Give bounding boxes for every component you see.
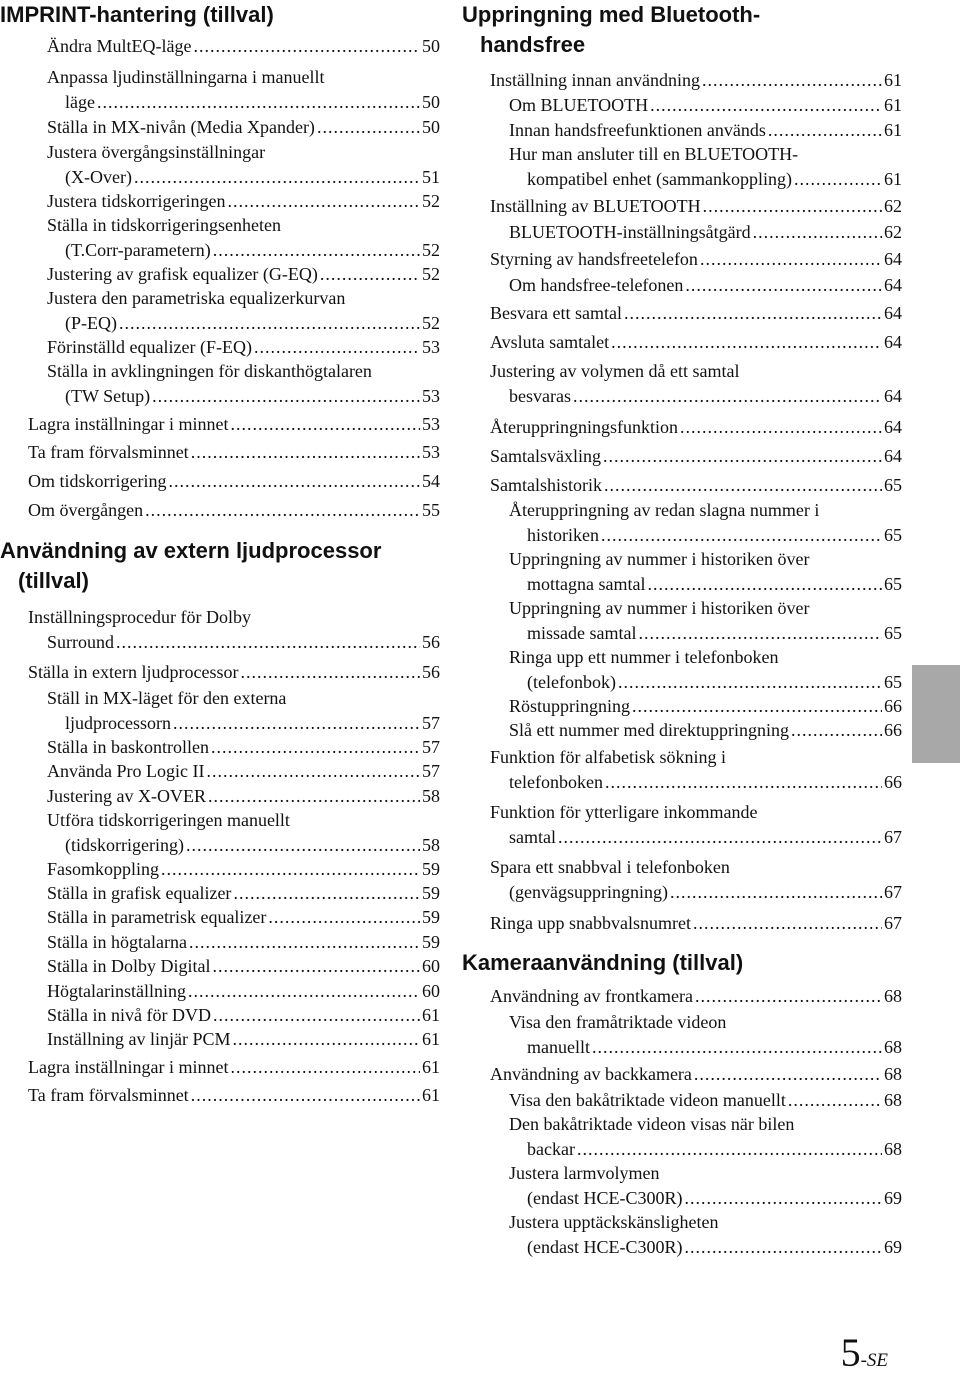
toc-entry-title: Anpassa ljudinställningarna i manuellt	[47, 67, 325, 87]
toc-entry-title: (genvägsuppringning)	[509, 881, 668, 902]
toc-entry-title: Den bakåtriktade videon visas när bilen	[509, 1114, 795, 1134]
toc-entry-title: Avsluta samtalet	[490, 332, 610, 352]
toc-entry[interactable]	[0, 735, 440, 760]
toc-entry[interactable]	[462, 273, 902, 298]
toc-entry-title: Ställa in parametrisk equalizer	[47, 907, 267, 927]
toc-leader-dots	[119, 311, 420, 336]
toc-entry-title: Ringa upp ett nummer i telefonboken	[509, 647, 779, 667]
toc-entry-page: 67	[884, 826, 902, 847]
toc-entry[interactable]	[462, 68, 902, 93]
toc-entry[interactable]	[0, 115, 440, 140]
toc-entry[interactable]	[0, 1003, 440, 1028]
toc-entry-page: 68	[884, 1064, 902, 1084]
toc-entry[interactable]	[462, 301, 902, 326]
toc-entry[interactable]	[0, 140, 440, 189]
toc-entry-page: 66	[884, 771, 902, 792]
toc-entry-title: Visa den bakåtriktade videon manuellt	[509, 1090, 786, 1110]
toc-entry-page: 53	[422, 414, 440, 434]
toc-leader-dots	[213, 1003, 420, 1028]
toc-entry-page: 68	[884, 986, 902, 1006]
toc-leader-dots	[592, 1035, 882, 1060]
toc-entry[interactable]	[462, 444, 902, 469]
toc-entry[interactable]	[0, 286, 440, 335]
toc-leader-dots	[213, 954, 421, 979]
section-thumb-tab	[912, 665, 960, 763]
toc-entry[interactable]	[0, 605, 440, 654]
toc-leader-dots	[173, 711, 420, 736]
toc-entry[interactable]	[0, 469, 440, 494]
toc-entry[interactable]	[462, 984, 902, 1009]
toc-entry[interactable]	[0, 262, 440, 287]
toc-entry-title: Om övergången	[28, 500, 144, 520]
toc-entry-page: 50	[422, 91, 440, 112]
toc-entry-title: Justera övergångsinställningar	[47, 142, 266, 162]
toc-leader-dots	[695, 984, 882, 1009]
toc-entry-title: missade samtal	[527, 622, 637, 643]
toc-leader-dots	[145, 498, 420, 523]
toc-leader-dots	[603, 444, 882, 469]
toc-leader-dots	[188, 979, 420, 1004]
toc-entry-page: 56	[422, 662, 440, 682]
toc-leader-dots	[186, 833, 420, 858]
section-heading	[462, 0, 902, 60]
toc-entry-page: 61	[884, 95, 902, 115]
toc-entry-page: 61	[422, 1029, 440, 1049]
toc-entry-page: 61	[884, 70, 902, 90]
toc-entry-page: 64	[884, 332, 902, 352]
toc-leader-dots	[700, 247, 882, 272]
toc-entry-title: BLUETOOTH-inställningsåtgärd	[509, 222, 751, 242]
toc-entry[interactable]	[462, 194, 902, 219]
toc-entry-page: 65	[884, 671, 902, 692]
toc-leader-dots	[632, 694, 882, 719]
toc-entry[interactable]	[462, 1112, 902, 1161]
toc-entry-title: (endast HCE-C300R)	[527, 1236, 683, 1257]
toc-leader-dots	[605, 770, 882, 795]
toc-entry-title: Om tidskorrigering	[28, 471, 167, 491]
toc-entry[interactable]	[462, 1210, 902, 1259]
toc-leader-dots	[317, 115, 420, 140]
toc-entry-title: historiken	[527, 524, 599, 545]
section-heading-line: Uppringning med Bluetooth-	[462, 2, 761, 27]
toc-entry-title: Inställningsprocedur för Dolby	[28, 607, 251, 627]
toc-entry-title: (T.Corr-parametern)	[65, 239, 211, 260]
toc-entry[interactable]	[462, 911, 902, 936]
toc-entry[interactable]	[0, 686, 440, 735]
toc-entry-page: 60	[422, 981, 440, 1001]
toc-entry-page: 67	[884, 881, 902, 902]
toc-leader-dots	[694, 1062, 882, 1087]
toc-entry[interactable]	[0, 660, 440, 685]
toc-leader-dots	[624, 301, 882, 326]
toc-entry-title: Spara ett snabbval i telefonboken	[490, 857, 730, 877]
toc-entry[interactable]	[0, 34, 440, 59]
toc-entry-page: 64	[884, 417, 902, 437]
toc-entry[interactable]	[462, 800, 902, 849]
toc-entry-title: samtal	[509, 826, 556, 847]
toc-entry-title: Ställa in extern ljudprocessor	[28, 662, 239, 682]
toc-entry-page: 53	[422, 385, 440, 406]
toc-leader-dots	[703, 194, 882, 219]
section-heading	[0, 0, 440, 30]
section-heading	[0, 536, 440, 596]
toc-leader-dots	[680, 415, 882, 440]
toc-entry-page: 57	[422, 712, 440, 733]
toc-entry-title: mottagna samtal	[527, 573, 646, 594]
toc-leader-dots	[191, 1083, 420, 1108]
toc-entry-page: 59	[422, 859, 440, 879]
toc-entry-title: Lagra inställningar i minnet	[28, 1057, 229, 1077]
toc-entry-title: Ställ in MX-läget för den externa	[47, 688, 287, 708]
toc-entry-title: (P-EQ)	[65, 312, 117, 333]
toc-entry-title: Styrning av handsfreetelefon	[490, 249, 698, 269]
toc-entry[interactable]	[462, 498, 902, 547]
toc-entry-title: Ställa in tidskorrigeringsenheten	[47, 215, 281, 235]
toc-entry[interactable]	[0, 65, 440, 114]
toc-entry-page: 59	[422, 883, 440, 903]
toc-leader-dots	[753, 220, 882, 245]
toc-entry[interactable]	[0, 881, 440, 906]
toc-entry[interactable]	[462, 855, 902, 904]
toc-leader-dots	[233, 1027, 421, 1052]
page-number	[841, 1329, 888, 1385]
toc-entry-title: Inställning av BLUETOOTH	[490, 196, 701, 216]
toc-entry-page: 61	[884, 120, 902, 140]
toc-entry-page: 68	[884, 1036, 902, 1057]
toc-entry-title: Ställa in högtalarna	[47, 932, 187, 952]
toc-entry[interactable]	[462, 596, 902, 645]
toc-entry-page: 50	[422, 36, 440, 56]
toc-leader-dots	[693, 911, 882, 936]
toc-leader-dots	[684, 1235, 882, 1260]
toc-entry[interactable]	[0, 905, 440, 930]
toc-entry[interactable]	[0, 954, 440, 979]
toc-entry-title: Justera tidskorrigeringen	[47, 191, 226, 211]
toc-entry-title: Om BLUETOOTH	[509, 95, 649, 115]
toc-entry-page: 58	[422, 786, 440, 806]
toc-entry-title: Använda Pro Logic II	[47, 761, 205, 781]
toc-leader-dots	[189, 930, 420, 955]
toc-entry-title: Justering av X-OVER	[47, 786, 206, 806]
toc-entry-page: 56	[422, 631, 440, 652]
toc-entry-title: Ställa in nivå för DVD	[47, 1005, 211, 1025]
toc-entry-title: Slå ett nummer med direktuppringning	[509, 720, 789, 740]
toc-entry-title: Ställa in Dolby Digital	[47, 956, 211, 976]
toc-entry[interactable]	[0, 759, 440, 784]
toc-entry[interactable]	[0, 784, 440, 809]
toc-entry-page: 62	[884, 196, 902, 216]
toc-entry[interactable]	[0, 335, 440, 360]
toc-entry-title: Användning av frontkamera	[490, 986, 693, 1006]
toc-entry-title: telefonboken	[509, 771, 603, 792]
toc-entry-title: Ändra MultEQ-läge	[47, 36, 192, 56]
toc-leader-dots	[794, 167, 882, 192]
toc-leader-dots	[702, 68, 882, 93]
toc-entry-title: Förinställd equalizer (F-EQ)	[47, 337, 252, 357]
toc-entry[interactable]	[462, 93, 902, 118]
toc-entry[interactable]	[0, 857, 440, 882]
toc-leader-dots	[618, 670, 882, 695]
toc-entry-page: 68	[884, 1138, 902, 1159]
toc-entry-page: 66	[884, 720, 902, 740]
toc-leader-dots	[213, 238, 420, 263]
toc-leader-dots	[573, 384, 882, 409]
toc-leader-dots	[685, 273, 882, 298]
toc-entry[interactable]	[0, 440, 440, 465]
toc-entry-title: Justering av volymen då ett samtal	[490, 361, 740, 381]
toc-entry-page: 61	[884, 168, 902, 189]
toc-entry[interactable]	[0, 979, 440, 1004]
toc-entry-title: Hur man ansluter till en BLUETOOTH-	[509, 144, 799, 164]
toc-entry-title: (telefonbok)	[527, 671, 616, 692]
toc-entry-title: manuellt	[527, 1036, 590, 1057]
toc-entry-title: Besvara ett samtal	[490, 303, 622, 323]
toc-entry-title: Ringa upp snabbvalsnumret	[490, 913, 691, 933]
toc-leader-dots	[208, 784, 420, 809]
toc-leader-dots	[206, 759, 420, 784]
toc-leader-dots	[791, 718, 882, 743]
toc-entry-title: Samtalsväxling	[490, 446, 601, 466]
toc-entry[interactable]	[0, 412, 440, 437]
toc-entry-title: Lagra inställningar i minnet	[28, 414, 229, 434]
toc-entry-title: kompatibel enhet (sammankoppling)	[527, 168, 792, 189]
toc-entry-page: 51	[422, 166, 440, 187]
toc-entry-title: Justering av grafisk equalizer (G-EQ)	[47, 264, 318, 284]
toc-leader-dots	[684, 1186, 882, 1211]
toc-entry-page: 64	[884, 249, 902, 269]
page-number-main: 5	[840, 1330, 861, 1375]
toc-entry-page: 64	[884, 385, 902, 406]
toc-entry-title: (endast HCE-C300R)	[527, 1187, 683, 1208]
toc-leader-dots	[230, 412, 420, 437]
toc-leader-dots	[211, 735, 420, 760]
toc-entry-page: 67	[884, 913, 902, 933]
toc-entry[interactable]	[0, 189, 440, 214]
toc-entry-page: 65	[884, 475, 902, 495]
toc-entry-title: Surround	[47, 631, 114, 652]
toc-entry-page: 64	[884, 446, 902, 466]
page-number-suffix: -SE	[860, 1350, 888, 1371]
toc-entry-page: 58	[422, 834, 440, 855]
toc-leader-dots	[191, 440, 420, 465]
toc-entry[interactable]	[0, 1083, 440, 1108]
toc-entry[interactable]	[462, 220, 902, 245]
toc-entry[interactable]	[462, 247, 902, 272]
toc-entry-title: Ta fram förvalsminnet	[28, 442, 189, 462]
toc-entry[interactable]	[462, 718, 902, 743]
toc-entry[interactable]	[0, 213, 440, 262]
toc-leader-dots	[168, 469, 420, 494]
toc-entry[interactable]	[0, 1027, 440, 1052]
toc-entry-title: Justera den parametriska equalizerkurvan	[47, 288, 346, 308]
toc-entry-page: 62	[884, 222, 902, 242]
toc-entry-title: Högtalarinställning	[47, 981, 186, 1001]
toc-entry-page: 52	[422, 239, 440, 260]
toc-leader-dots	[577, 1137, 882, 1162]
toc-entry-title: (X-Over)	[65, 166, 132, 187]
toc-leader-dots	[638, 621, 882, 646]
toc-leader-dots	[230, 1055, 420, 1080]
toc-entry-page: 55	[422, 500, 440, 520]
toc-leader-dots	[601, 523, 882, 548]
toc-leader-dots	[647, 572, 882, 597]
toc-entry-title: backar	[527, 1138, 575, 1159]
toc-leader-dots	[604, 473, 882, 498]
toc-leader-dots	[233, 881, 420, 906]
section-heading	[462, 948, 902, 978]
section-heading-line: Användning av extern ljudprocessor	[0, 538, 382, 563]
toc-leader-dots	[227, 189, 420, 214]
toc-entry-page: 52	[422, 264, 440, 284]
toc-leader-dots	[240, 660, 420, 685]
toc-entry-page: 50	[422, 117, 440, 137]
toc-entry-page: 57	[422, 737, 440, 757]
section-heading-line: Kameraanvändning (tillval)	[462, 950, 744, 975]
toc-entry[interactable]	[462, 330, 902, 355]
toc-leader-dots	[161, 857, 420, 882]
section-heading-line: IMPRINT-hantering (tillval)	[0, 2, 274, 27]
toc-entry-page: 52	[422, 312, 440, 333]
toc-entry[interactable]	[0, 930, 440, 955]
toc-entry[interactable]	[462, 118, 902, 143]
toc-leader-dots	[558, 825, 882, 850]
toc-entry[interactable]	[0, 808, 440, 857]
toc-entry[interactable]	[462, 1010, 902, 1059]
toc-entry-title: Fasomkoppling	[47, 859, 160, 879]
toc-entry[interactable]	[462, 415, 902, 440]
toc-entry-page: 59	[422, 932, 440, 952]
toc-entry-title: Återuppringning av redan slagna nummer i	[509, 500, 820, 520]
toc-entry[interactable]	[0, 1055, 440, 1080]
toc-entry-title: Återuppringningsfunktion	[490, 417, 678, 437]
toc-leader-dots	[134, 165, 420, 190]
toc-entry-title: Innan handsfreefunktionen används	[509, 120, 766, 140]
toc-entry-page: 61	[422, 1057, 440, 1077]
toc-entry-title: Ställa in baskontrollen	[47, 737, 209, 757]
section-heading-line: handsfree	[480, 32, 586, 57]
toc-entry-page: 60	[422, 956, 440, 976]
toc-leader-dots	[768, 118, 882, 143]
toc-entry[interactable]	[462, 694, 902, 719]
toc-entry-page: 61	[422, 1085, 440, 1105]
toc-leader-dots	[320, 262, 420, 287]
toc-entry-page: 65	[884, 573, 902, 594]
toc-entry-page: 65	[884, 622, 902, 643]
toc-entry-title: Samtalshistorik	[490, 475, 602, 495]
toc-entry-title: besvaras	[509, 385, 571, 406]
toc-entry-page: 64	[884, 275, 902, 295]
toc-entry-title: Funktion för alfabetisk sökning i	[490, 747, 726, 767]
toc-entry-page: 64	[884, 303, 902, 323]
toc-entry-title: Justera larmvolymen	[509, 1163, 660, 1183]
toc-leader-dots	[788, 1088, 882, 1113]
toc-entry-page: 69	[884, 1187, 902, 1208]
toc-entry-title: (tidskorrigering)	[65, 834, 184, 855]
toc-leader-dots	[611, 330, 882, 355]
toc-entry-page: 53	[422, 337, 440, 357]
toc-entry-title: Röstuppringning	[509, 696, 631, 716]
toc-entry-title: Visa den framåtriktade videon	[509, 1012, 727, 1032]
toc-leader-dots	[670, 880, 882, 905]
toc-entry-title: Användning av backkamera	[490, 1064, 692, 1084]
toc-leader-dots	[268, 905, 420, 930]
toc-entry-title: Justera upptäckskänsligheten	[509, 1212, 719, 1232]
toc-entry-title: Om handsfree-telefonen	[509, 275, 684, 295]
toc-leader-dots	[650, 93, 882, 118]
toc-entry-title: Ställa in grafisk equalizer	[47, 883, 232, 903]
toc-entry[interactable]	[462, 1161, 902, 1210]
toc-entry[interactable]	[462, 142, 902, 191]
toc-leader-dots	[254, 335, 420, 360]
toc-entry[interactable]	[462, 473, 902, 498]
toc-entry-title: Uppringning av nummer i historiken över	[509, 549, 810, 569]
toc-entry-title: Inställning av linjär PCM	[47, 1029, 231, 1049]
toc-entry-page: 69	[884, 1236, 902, 1257]
toc-entry-page: 59	[422, 907, 440, 927]
toc-entry[interactable]	[462, 645, 902, 694]
toc-leader-dots	[116, 630, 420, 655]
toc-leader-dots	[97, 90, 420, 115]
toc-entry-title: läge	[65, 91, 95, 112]
toc-entry-title: Uppringning av nummer i historiken över	[509, 598, 810, 618]
toc-entry[interactable]	[462, 547, 902, 596]
toc-entry-title: Utföra tidskorrigeringen manuellt	[47, 810, 290, 830]
toc-entry-page: 66	[884, 696, 902, 716]
toc-entry-page: 54	[422, 471, 440, 491]
toc-entry-page: 57	[422, 761, 440, 781]
toc-entry[interactable]	[462, 1088, 902, 1113]
toc-entry[interactable]	[0, 359, 440, 408]
toc-entry-page: 52	[422, 191, 440, 211]
toc-entry-title: Ta fram förvalsminnet	[28, 1085, 189, 1105]
toc-leader-dots	[152, 384, 420, 409]
toc-entry-title: Ställa in avklingningen för diskanthögtalaren	[47, 361, 372, 381]
toc-entry[interactable]	[0, 498, 440, 523]
section-heading-line: (tillval)	[18, 568, 89, 593]
toc-entry-page: 61	[422, 1005, 440, 1025]
toc-entry-title: ljudprocessorn	[65, 712, 171, 733]
toc-entry[interactable]	[462, 1062, 902, 1087]
toc-entry-title: Inställning innan användning	[490, 70, 700, 90]
toc-entry-page: 53	[422, 442, 440, 462]
toc-entry[interactable]	[462, 359, 902, 408]
toc-entry-title: Funktion för ytterligare inkommande	[490, 802, 758, 822]
toc-entry-title: Ställa in MX-nivån (Media Xpander)	[47, 117, 315, 137]
toc-entry-page: 65	[884, 524, 902, 545]
toc-entry-page: 68	[884, 1090, 902, 1110]
toc-leader-dots	[193, 34, 420, 59]
toc-entry-title: (TW Setup)	[65, 385, 151, 406]
toc-entry[interactable]	[462, 745, 902, 794]
